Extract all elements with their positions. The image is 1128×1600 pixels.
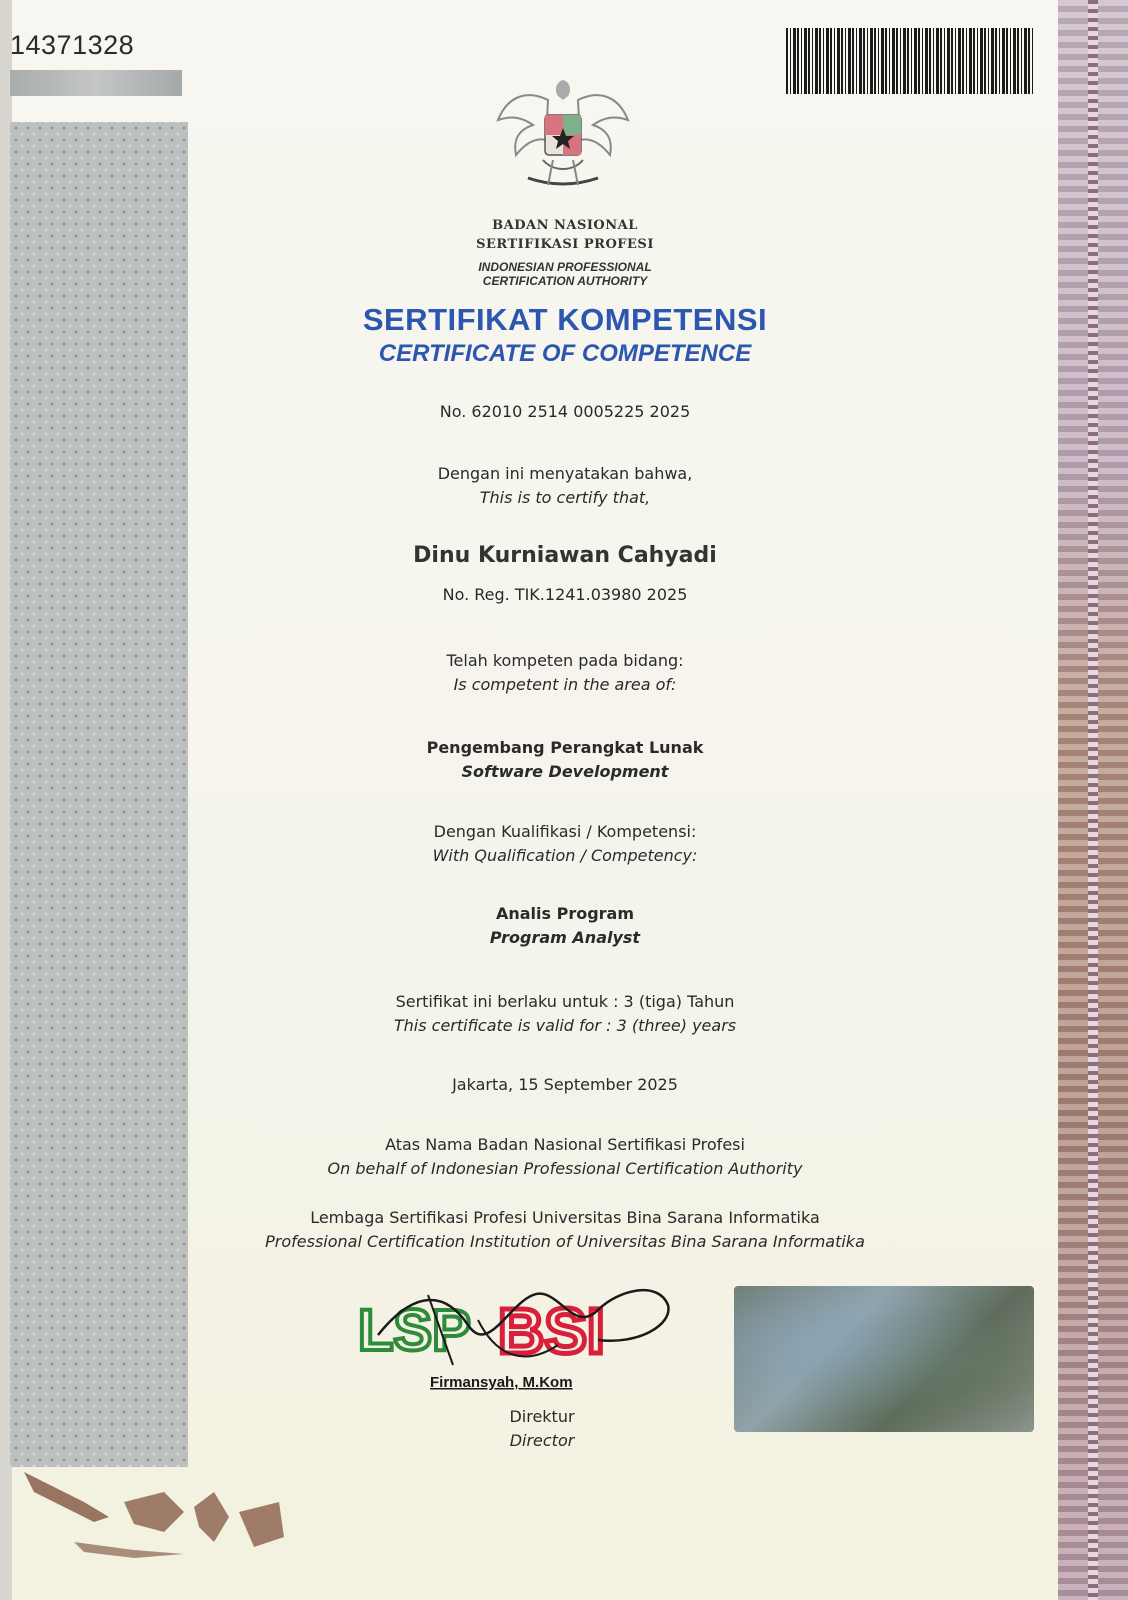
area-label xyxy=(200,649,930,697)
certify-en: This is to certify that, xyxy=(479,488,651,507)
agency-line-1: BADAN NASIONAL xyxy=(492,218,638,233)
certificate-title: SERTIFIKAT KOMPETENSI xyxy=(362,302,768,337)
holder-name: Dinu Kurniawan Cahyadi xyxy=(413,543,717,568)
on-behalf xyxy=(200,1133,930,1181)
area-en: Software Development xyxy=(461,762,669,781)
agency-en-line-1: INDONESIAN PROFESSIONAL xyxy=(478,260,652,274)
lsp-bsi-logo-with-signature xyxy=(358,1265,688,1405)
area-label-id: Telah kompeten pada bidang: xyxy=(446,651,684,670)
validity-id: Sertifikat ini berlaku untuk : 3 (tiga) Tahun xyxy=(395,992,735,1011)
behalf-en: On behalf of Indonesian Professional Certification Authority xyxy=(327,1159,803,1178)
agency-en-line-2: CERTIFICATION AUTHORITY xyxy=(482,274,648,288)
agency-name-english xyxy=(200,260,930,288)
qualification-label-en: With Qualification / Competency: xyxy=(432,846,698,865)
signatory-title-id: Direktur xyxy=(509,1407,575,1426)
agency-name xyxy=(200,216,930,254)
certify-statement xyxy=(200,462,930,510)
signatory-title xyxy=(372,1405,712,1453)
qualification-id: Analis Program xyxy=(495,904,635,923)
hologram-seal xyxy=(734,1286,1034,1432)
serial-number: 14371328 xyxy=(10,30,135,60)
area-id: Pengembang Perangkat Lunak xyxy=(426,738,704,757)
place-date: Jakarta, 15 September 2025 xyxy=(452,1075,678,1094)
qualification-label-id: Dengan Kualifikasi / Kompetensi: xyxy=(433,822,697,841)
qualification xyxy=(200,902,930,950)
qualification-en: Program Analyst xyxy=(489,928,641,947)
agency-line-2: SERTIFIKASI PROFESI xyxy=(476,237,654,252)
validity-en: This certificate is valid for : 3 (three) years xyxy=(393,1016,737,1035)
competency-area xyxy=(200,736,930,784)
garuda-emblem-icon xyxy=(488,60,638,205)
behalf-id: Atas Nama Badan Nasional Sertifikasi Profesi xyxy=(385,1135,745,1154)
serial-security-bar xyxy=(10,70,182,96)
institution xyxy=(160,1206,970,1254)
certificate-subtitle: CERTIFICATE OF COMPETENCE xyxy=(378,340,752,367)
indonesia-map-icon xyxy=(14,1462,294,1562)
institution-en: Professional Certification Institution of Universitas Bina Sarana Informatika xyxy=(265,1232,865,1251)
institution-id: Lembaga Sertifikasi Profesi Universitas Bina Sarana Informatika xyxy=(310,1208,820,1227)
certify-id: Dengan ini menyatakan bahwa, xyxy=(437,464,693,483)
certificate-number: No. 62010 2514 0005225 2025 xyxy=(439,402,691,421)
decorative-guilloche-border xyxy=(1058,0,1128,1600)
barcode xyxy=(786,28,1034,94)
area-label-en: Is competent in the area of: xyxy=(453,675,677,694)
security-dot-strip xyxy=(10,122,188,1467)
signatory-name: Firmansyah, M.Kom xyxy=(430,1374,573,1391)
registration-number: No. Reg. TIK.1241.03980 2025 xyxy=(442,585,688,604)
qualification-label xyxy=(200,820,930,868)
svg-text:LSP: LSP xyxy=(358,1298,471,1363)
signatory-title-en: Director xyxy=(509,1431,575,1450)
validity xyxy=(200,990,930,1038)
svg-text:BSI: BSI xyxy=(498,1295,605,1367)
